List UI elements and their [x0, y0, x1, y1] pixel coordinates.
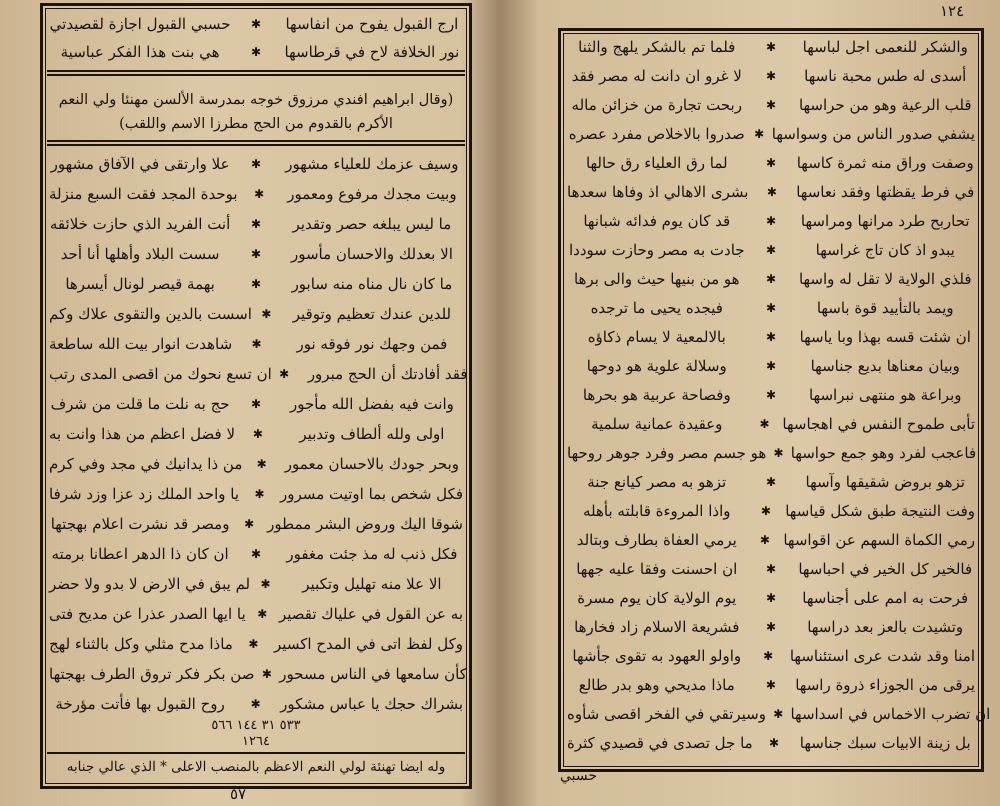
verse-right-hemistich: صدروا بالاخلاص مفرد عصره	[568, 124, 745, 143]
verse-line	[49, 690, 463, 717]
verse-left-hemistich: وانت فيه بفضل الله مأجور	[289, 394, 454, 413]
verse-right-hemistich: حج به نلت ما قلت من شرف	[50, 394, 230, 413]
verse-line	[567, 468, 975, 495]
verse-line	[567, 613, 975, 640]
verse-line	[49, 540, 463, 567]
verse-left-hemistich: كأن سامعها في الناس مسحور	[279, 664, 467, 683]
verse-separator-star: ✱	[765, 155, 777, 170]
verse-separator-star: ✱	[760, 503, 771, 518]
verse-separator-star: ✱	[250, 546, 262, 561]
verse-right-hemistich: من ذا يدانيك في مجد وفي كرم	[49, 454, 243, 473]
verse-left-hemistich: قلب الرعية وهو من حراسها	[798, 95, 972, 114]
verse-separator-star: ✱	[250, 216, 262, 231]
verse-separator-star: ✱	[250, 396, 262, 411]
verse-separator-star: ✱	[765, 213, 777, 228]
verse-separator-star: ✱	[250, 246, 262, 261]
verse-separator-star: ✱	[765, 387, 777, 402]
verse-left-hemistich: بشراك حجك يا عباس مشكور	[280, 694, 463, 713]
chronogram-numbers: ٥٣٣ ٣١ ١٤٤ ٥٦٦	[211, 718, 301, 733]
verse-line	[567, 120, 975, 147]
verse-right-hemistich: واولو العهود به تقوى جأشها	[572, 646, 742, 665]
verse-line	[567, 62, 975, 89]
verse-line	[567, 265, 975, 292]
verse-separator-star: ✱	[765, 358, 777, 373]
verse-left-hemistich: وكل لفظ اتى في المدح اكسير	[274, 634, 463, 653]
verse-left-hemistich: نور الخلافة لاح في قرطاسها	[284, 42, 460, 61]
verse-line	[49, 330, 463, 357]
verse-left-hemistich: فالخير كل الخير في احباسها	[798, 559, 973, 578]
verse-left-hemistich: تزهو بروض شقيقها وآسها	[805, 472, 965, 491]
verse-separator-star: ✱	[763, 648, 774, 663]
verse-left-hemistich: ان شئت قسه بهذا وبا ياسها	[799, 327, 971, 346]
verse-line	[567, 497, 975, 524]
verse-left-hemistich: والشكر للنعمى اجل لباسها	[802, 37, 968, 56]
verse-left-hemistich: فاعجب لفرد وهو جمع حواسها	[790, 443, 977, 462]
verse-right-hemistich: هو جسم مصر وفرد جوهر روحها	[567, 443, 767, 462]
verse-left-hemistich: وصفت وراق منه ثمرة كاسها	[796, 153, 974, 172]
divider	[47, 752, 465, 754]
verse-separator-star: ✱	[765, 271, 777, 286]
right-page-frame	[558, 28, 991, 772]
verse-line	[567, 642, 975, 669]
verse-left-hemistich: فلذي الولاية لا تقل له واسها	[798, 269, 972, 288]
verse-separator-star: ✱	[765, 329, 777, 344]
verse-left-hemistich: يبدو اذ كان تاج غراسها	[815, 240, 955, 259]
page-number: ٥٧	[230, 785, 247, 803]
verse-left-hemistich: الا علا منه تهليل وتكبير	[302, 574, 442, 593]
verse-separator-star: ✱	[279, 366, 290, 381]
verse-right-hemistich: ان كان ذا الدهر اعطانا برمته	[51, 544, 229, 563]
verse-right-hemistich: وفصاحة عربية هو بحرها	[582, 385, 731, 404]
verse-right-hemistich: وسلالة علوية هو دوحها	[586, 356, 727, 375]
verse-line	[567, 381, 975, 408]
verse-separator-star: ✱	[254, 486, 265, 501]
verse-right-hemistich: روح القبول بها فأتت مؤرخة	[55, 694, 225, 713]
verse-separator-star: ✱	[765, 561, 777, 576]
verse-left-hemistich: رمي الكماة السهم عن اقواسها	[783, 530, 975, 549]
verse-left-hemistich: فقد أفادتك أن الحج مبرور	[307, 364, 468, 383]
verse-separator-star: ✱	[765, 39, 777, 54]
verse-separator-star: ✱	[765, 68, 777, 83]
verse-right-hemistich: قد كان يوم فدائه شبانها	[583, 211, 731, 230]
verse-right-hemistich: سست البلاد وأهلها أنا أحد	[60, 244, 220, 263]
verse-left-hemistich: في فرط يقظتها وفقد نعاسها	[796, 182, 975, 201]
verse-right-hemistich: ماذا مديحي وهو بدر طالع	[578, 675, 735, 694]
verse-line	[567, 207, 975, 234]
verse-separator-star: ✱	[254, 186, 265, 201]
verse-separator-star: ✱	[765, 242, 777, 257]
verse-left-hemistich: به عن القول في علياك تقصير	[278, 604, 463, 623]
verse-right-hemistich: صن بكر فكر تروق الطرف بهجتها	[49, 664, 255, 683]
verse-right-hemistich: شاهدت انوار بيت الله ساطعة	[49, 334, 233, 353]
verse-right-hemistich: يا ايها الصدر عذرا عن مديح فتى	[49, 604, 246, 623]
verse-line	[49, 450, 463, 477]
verse-left-hemistich: للدين عندك تعظيم وتوقير	[292, 304, 452, 323]
verse-separator-star: ✱	[252, 426, 263, 441]
verse-left-hemistich: وبيان معناها بديع جناسها	[810, 356, 960, 375]
verse-separator-star: ✱	[773, 706, 784, 721]
verse-left-hemistich: اولى ولله ألطاف وتدبير	[299, 424, 445, 443]
verse-separator-star: ✱	[251, 336, 262, 351]
verse-left-hemistich: وسيف عزمك للعلياء مشهور	[285, 154, 459, 173]
verse-right-hemistich: لما رق العلياء رق حالها	[585, 153, 728, 172]
verse-line	[49, 270, 463, 297]
verse-line	[49, 360, 468, 387]
verse-left-hemistich: وبحر جودك بالاحسان معمور	[284, 454, 460, 473]
verse-right-hemistich: فشريعة الاسلام زاد فخارها	[574, 617, 740, 636]
divider	[47, 74, 465, 76]
verse-right-hemistich: بشرى الاهالي اذ وفاها سعدها	[567, 182, 749, 201]
verse-left-hemistich: يرقى من الجوزاء ذروة راسها	[795, 675, 975, 694]
verse-line	[567, 729, 975, 756]
verse-right-hemistich: هو من بنيها حيث والى برها	[573, 269, 740, 288]
verse-line	[49, 390, 463, 417]
verse-separator-star: ✱	[256, 456, 267, 471]
verse-right-hemistich: لا غرو ان دانت له مصر فقد	[571, 66, 742, 85]
verse-left-hemistich: ويمد بالتأييد قوة باسها	[816, 298, 954, 317]
verse-right-hemistich: ربحت تجارة من خزائن ماله	[571, 95, 742, 114]
verse-separator-star: ✱	[765, 97, 777, 112]
verse-line	[49, 150, 463, 177]
verse-separator-star: ✱	[765, 619, 777, 634]
verse-line	[49, 510, 463, 537]
verse-left-hemistich: أسدى له طس محبة ناسها	[804, 66, 967, 85]
verse-left-hemistich: بل زينة الابيات سبك جناسها	[799, 733, 971, 752]
verse-right-hemistich: ان تسع نحوك من اقصى المدى رتب	[49, 364, 272, 383]
verse-left-hemistich: ما ليس يبلغه حصر وتقدير	[292, 214, 452, 233]
verse-left-hemistich: شوقا اليك وروض البشر ممطور	[267, 514, 463, 533]
verse-separator-star: ✱	[250, 156, 262, 171]
verse-right-hemistich: وسيرتقي في الفخر اقصى شأوه	[567, 704, 766, 723]
left-page-frame	[40, 3, 472, 789]
verse-left-hemistich: ارج القبول يفوح من انفاسها	[285, 14, 459, 33]
verse-right-hemistich: علا وارتقى في الآفاق مشهور	[50, 154, 230, 173]
verse-separator-star: ✱	[766, 184, 777, 199]
verse-line	[49, 210, 463, 237]
verse-right-hemistich: واذا المروءة قابلته بأهله	[582, 501, 731, 520]
verse-separator-star: ✱	[261, 666, 272, 681]
divider	[47, 140, 465, 142]
verse-separator-star: ✱	[250, 276, 262, 291]
verse-line	[49, 570, 463, 597]
verse-line	[567, 526, 975, 553]
verse-line	[567, 236, 975, 263]
verse-line	[49, 420, 463, 447]
verse-line	[567, 671, 975, 698]
verse-right-hemistich: بوحدة المجد فقت السبع منزلة	[49, 184, 238, 203]
verse-line	[567, 352, 975, 379]
verse-separator-star: ✱	[248, 636, 259, 651]
verse-separator-star: ✱	[261, 306, 272, 321]
top-verse	[49, 10, 463, 37]
verse-line	[49, 300, 463, 327]
verse-separator-star: ✱	[765, 677, 776, 692]
verse-right-hemistich: هي بنت هذا الفكر عباسية	[60, 42, 220, 61]
verse-separator-star: ✱	[250, 696, 261, 711]
verse-separator-star: ✱	[244, 516, 255, 531]
verse-separator-star: ✱	[765, 474, 777, 489]
verse-right-hemistich: اسست بالدين والتقوى علاك وكم	[49, 304, 252, 323]
verse-line	[567, 33, 975, 60]
verse-line	[567, 91, 975, 118]
verse-left-hemistich: فرحت به امم على أجناسها	[802, 588, 969, 607]
verse-right-hemistich: لا فضل اعظم من هذا وانت به	[49, 424, 236, 443]
verse-separator-star: ✱	[250, 16, 262, 31]
verse-left-hemistich: فمن وجهك نور فوقه نور	[296, 334, 448, 353]
verse-right-hemistich: جادت به مصر وحازت سوددا	[568, 240, 745, 259]
verse-separator-star: ✱	[773, 445, 784, 460]
verse-line	[49, 180, 463, 207]
verse-separator-star: ✱	[260, 576, 271, 591]
verse-line	[567, 439, 975, 466]
verse-line	[49, 630, 463, 657]
verse-right-hemistich: ومصر قد نشرت اعلام بهجتها	[50, 514, 230, 533]
verse-right-hemistich: فيجده يحيى ما ترجده	[590, 298, 723, 317]
verse-separator-star: ✱	[754, 126, 765, 141]
verse-line	[49, 660, 467, 687]
verse-right-hemistich: حسبي القبول اجازة لقصيدتي	[49, 14, 231, 33]
verse-line	[49, 480, 463, 507]
verse-line	[567, 178, 975, 205]
verse-right-hemistich: بالالمعية لا يسام ذكاؤه	[587, 327, 726, 346]
verse-left-hemistich: يشفي صدور الناس من وسواسها	[771, 124, 975, 143]
verse-right-hemistich: ما جل تصدى في قصيدي كثرة	[567, 733, 753, 752]
verse-separator-star: ✱	[765, 300, 777, 315]
verse-right-hemistich: فلما تم بالشكر يلهج والثنا	[578, 37, 736, 56]
verse-left-hemistich: الا بعدلك والاحسان مأسور	[290, 244, 453, 263]
verse-line	[567, 294, 975, 321]
verse-right-hemistich: بهمة قيصر لونال أيسرها	[65, 274, 215, 293]
verse-right-hemistich: لم يبق في الارض لا بدو ولا حضر	[49, 574, 251, 593]
verse-right-hemistich: يا واحد الملك زد عزا وزد شرفا	[49, 484, 239, 503]
verse-left-hemistich: فكل شخص بما اوتيت مسرور	[280, 484, 463, 503]
next-poem-heading: وله ايضا تهنئة لولي النعم الاعظم بالمنصب الاعلى * الذي عالي جنابه	[66, 759, 446, 775]
right-page	[500, 0, 1000, 806]
verse-right-hemistich: ان احسنت وفقا عليه جهها	[576, 559, 738, 578]
verse-left-hemistich: فكل ذنب له مذ جئت مغفور	[286, 544, 458, 563]
verse-line	[567, 555, 975, 582]
verse-right-hemistich: وعقيدة عمانية سلمية	[591, 414, 723, 433]
verse-line	[567, 700, 991, 727]
verse-right-hemistich: تزهو به مصر كيانع جنة	[587, 472, 727, 491]
verse-line	[567, 149, 975, 176]
verse-line	[567, 584, 975, 611]
verse-separator-star: ✱	[759, 532, 770, 547]
verse-right-hemistich: يرمي العفاة بطارف وبتالد	[576, 530, 737, 549]
verse-line	[49, 240, 463, 267]
verse-line	[49, 600, 463, 627]
verse-line	[567, 323, 975, 350]
verse-separator-star: ✱	[250, 44, 262, 59]
poem-introduction: (وقال ابراهيم افندي مرزوق خوجه بمدرسة الألسن مهنئا ولي النعم الأكرم بالقدوم من الحج مطرزا الاسم واللقب)	[58, 92, 454, 132]
verse-left-hemistich: تحاربح طرد مرانها ومراسها	[800, 211, 970, 230]
verse-separator-star: ✱	[769, 735, 780, 750]
verse-right-hemistich: ماذا مدح مثلي وكل بالثناء لهج	[49, 634, 233, 653]
verse-separator-star: ✱	[759, 416, 770, 431]
divider	[47, 70, 465, 72]
chronogram-total: ١٢٦٤	[242, 734, 270, 749]
catchword: حسبي	[560, 768, 598, 784]
verse-separator-star: ✱	[765, 590, 777, 605]
verse-left-hemistich: وبيت مجدك مرفوع ومعمور	[287, 184, 457, 203]
verse-separator-star: ✱	[257, 606, 268, 621]
verse-left-hemistich: وبراعة هو منتهى نبراسها	[808, 385, 962, 404]
verse-left-hemistich: ما كان نال مناه منه سابور	[291, 274, 453, 293]
verse-line	[567, 410, 975, 437]
verse-left-hemistich: وتشيدت بالعز بعد دراسها	[807, 617, 964, 636]
top-verse	[49, 38, 463, 65]
verse-left-hemistich: وفت النتيجة طبق شكل قياسها	[785, 501, 975, 520]
verse-right-hemistich: يوم الولاية كان يوم مسرة	[577, 588, 737, 607]
verse-left-hemistich: تأبى طموح النفس في اهجاسها	[782, 414, 975, 433]
verse-left-hemistich: امنا وقد شدت عرى استئناسها	[789, 646, 975, 665]
verse-right-hemistich: أنت الفريد الذي حازت خلائقه	[49, 214, 231, 233]
page-number: ١٢٤	[940, 2, 965, 20]
divider	[47, 144, 465, 146]
verse-left-hemistich: ان تضرب الاخماس في اسداسها	[790, 704, 991, 723]
